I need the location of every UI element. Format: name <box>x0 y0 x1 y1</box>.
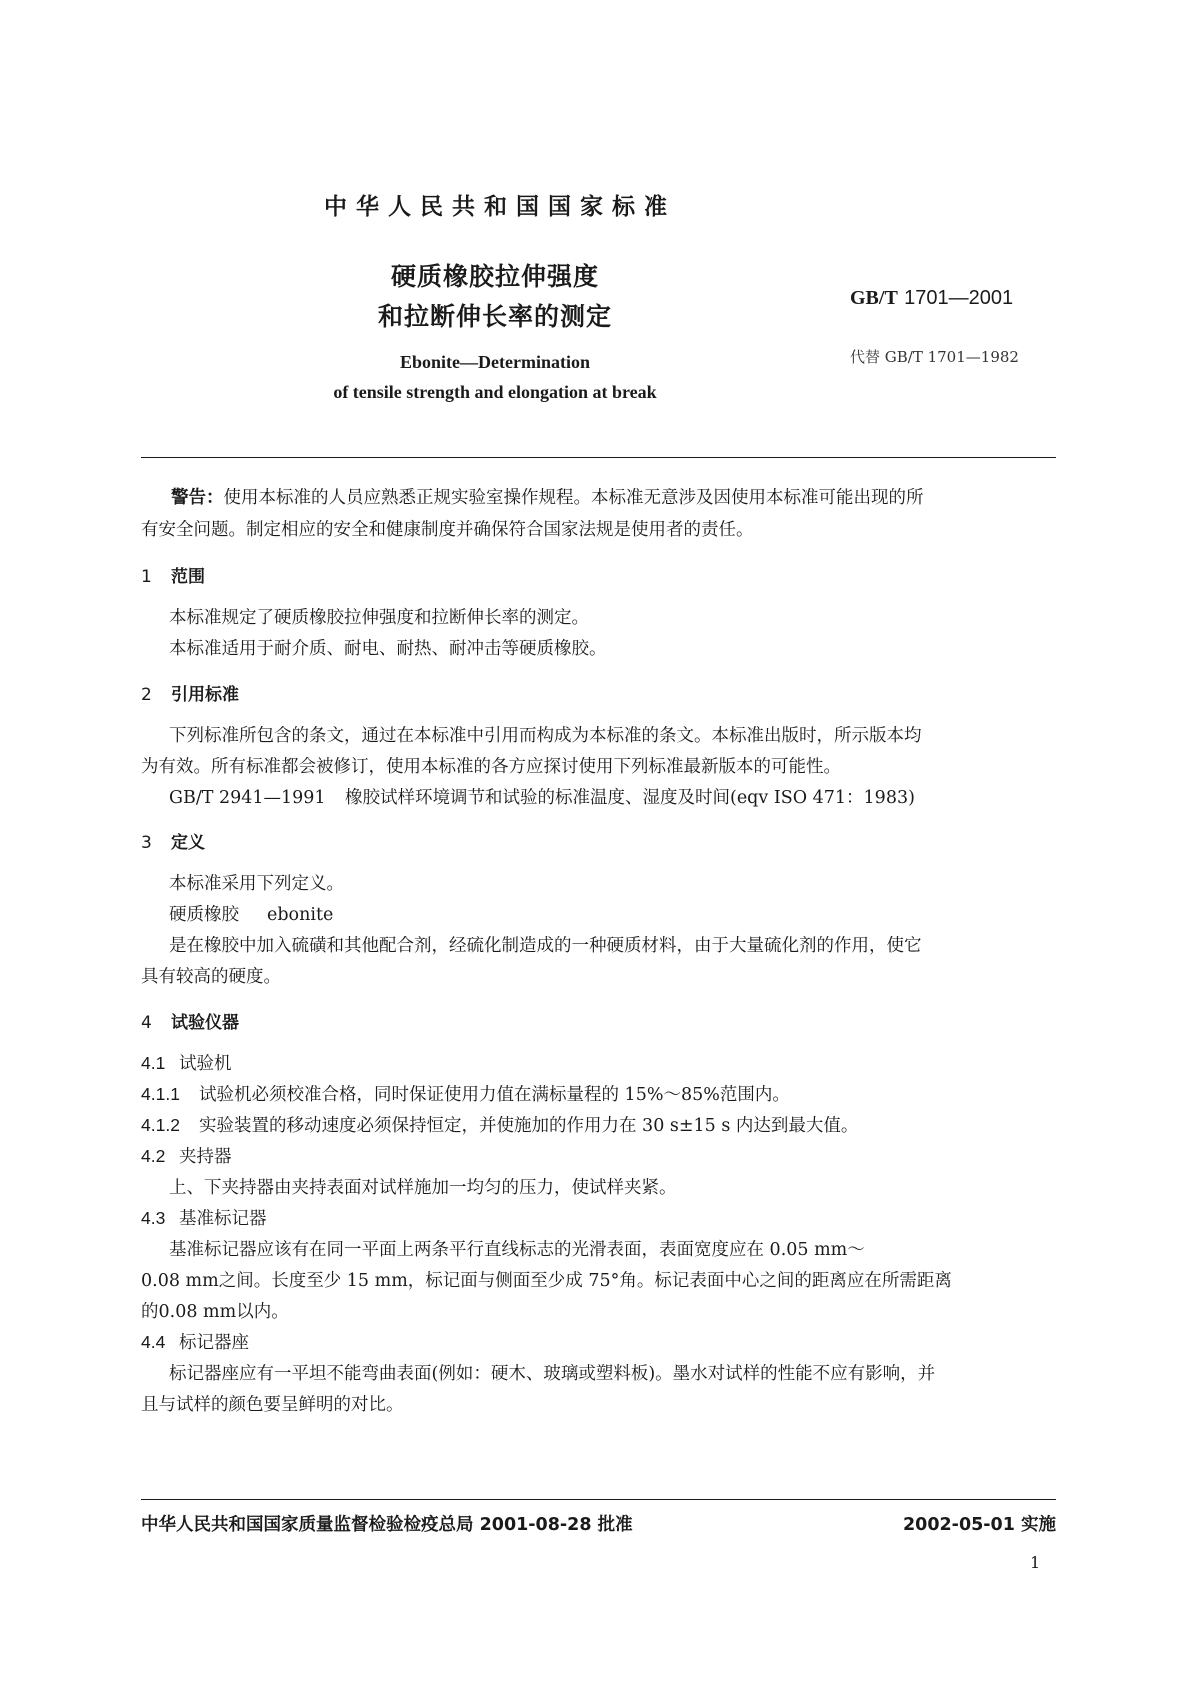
clause-4-4-title: 标记器座 <box>179 1333 249 1353</box>
clause-4-1-2-text: 实验装置的移动速度必须保持恒定，并使施加的作用力在 30 s±15 s 内达到最大值。 <box>199 1116 859 1136</box>
section-1-number: 1 <box>141 567 152 587</box>
clause-4-1 <box>141 1050 232 1075</box>
clause-4-3-number: 4.3 <box>141 1208 166 1228</box>
warning-text-1: 使用本标准的人员应熟悉正规实验室操作规程。本标准无意涉及因使用本标准可能出现的所 <box>223 488 924 508</box>
clause-4-1-1 <box>141 1081 790 1106</box>
section-2-para-line1: 下列标准所包含的条文，通过在本标准中引用而构成为本标准的条文。本标准出版时，所示版本均 <box>169 726 922 746</box>
section-2-heading <box>141 680 239 705</box>
section-3-number: 3 <box>141 833 152 853</box>
clause-4-3-line2: 0.08 mm之间。长度至少 15 mm，标记面与侧面至少成 75°角。标记表面中心之间的距离应在所需距离 <box>141 1271 952 1291</box>
section-2-para-line2: 为有效。所有标准都会被修订，使用本标准的各方应探讨使用下列标准最新版本的可能性。 <box>141 757 841 777</box>
section-1-heading <box>141 562 205 587</box>
header-rule <box>141 457 1056 458</box>
clause-4-1-number: 4.1 <box>141 1053 166 1073</box>
clause-4-1-1-number: 4.1.1 <box>141 1084 180 1104</box>
clause-4-2-number: 4.2 <box>141 1146 166 1166</box>
clause-4-2 <box>141 1143 232 1168</box>
clause-4-3-line1: 基准标记器应该有在同一平面上两条平行直线标志的光滑表面，表面宽度应在 0.05 mm～ <box>169 1240 865 1260</box>
section-4-title: 试验仪器 <box>171 1013 239 1033</box>
clause-4-1-1-text: 试验机必须校准合格，同时保证使用力值在满标量程的 15%～85%范围内。 <box>199 1085 790 1105</box>
section-2-title: 引用标准 <box>171 685 239 705</box>
warning-label: 警告： <box>171 488 224 508</box>
title-cn-line2: 和拉断伸长率的测定 <box>377 302 612 331</box>
clause-4-2-text: 上、下夹持器由夹持表面对试样施加一均匀的压力，使试样夹紧。 <box>169 1178 677 1198</box>
section-4-number: 4 <box>141 1013 152 1033</box>
title-en-line1: Ebonite—Determination <box>400 352 590 372</box>
clause-4-1-title: 试验机 <box>179 1054 232 1074</box>
section-2-reference <box>169 784 915 809</box>
section-1-para-2: 本标准适用于耐介质、耐电、耐热、耐冲击等硬质橡胶。 <box>169 639 607 659</box>
clause-4-4-number: 4.4 <box>141 1332 166 1352</box>
clause-4-4 <box>141 1329 249 1354</box>
title-en-line2: of tensile strength and elongation at break <box>333 382 657 402</box>
section-1-title: 范围 <box>171 567 205 587</box>
page-number: 1 <box>1030 1553 1041 1572</box>
section-3-title: 定义 <box>171 833 205 853</box>
term-english: ebonite <box>267 905 334 925</box>
section-3-term <box>169 901 333 926</box>
title-cn-line1: 硬质橡胶拉伸强度 <box>390 262 599 291</box>
replaces-standard: 代替 GB/T 1701—1982 <box>850 348 1019 366</box>
standard-code: 1701—2001 <box>904 287 1014 309</box>
clause-4-4-line2: 且与试样的颜色要呈鲜明的对比。 <box>141 1395 404 1415</box>
section-3-definition-line1: 是在橡胶中加入硫磺和其他配合剂，经硫化制造成的一种硬质材料，由于大量硫化剂的作用，使它 <box>169 936 922 956</box>
clause-4-2-title: 夹持器 <box>179 1147 232 1167</box>
footer-rule <box>141 1499 1056 1500</box>
term-chinese: 硬质橡胶 <box>169 905 239 925</box>
clause-4-3 <box>141 1205 267 1230</box>
section-2-number: 2 <box>141 685 152 705</box>
reference-title: 橡胶试样环境调节和试验的标准温度、湿度及时间(eqv ISO 471：1983) <box>345 788 915 808</box>
clause-4-3-title: 基准标记器 <box>179 1209 267 1229</box>
reference-code: GB/T 2941—1991 <box>169 788 326 808</box>
section-3-para-1: 本标准采用下列定义。 <box>169 874 344 894</box>
approval-statement: 中华人民共和国国家质量监督检验检疫总局 2001-08-28 批准 <box>141 1515 633 1535</box>
warning-line1 <box>141 484 924 509</box>
clause-4-4-line1: 标记器座应有一平坦不能弯曲表面(例如：硬木、玻璃或塑料板)。墨水对试样的性能不应有影响，并 <box>169 1364 936 1384</box>
warning-line2: 有安全问题。制定相应的安全和健康制度并确保符合国家法规是使用者的责任。 <box>141 520 754 540</box>
section-3-heading <box>141 828 205 853</box>
section-3-definition-line2: 具有较高的硬度。 <box>141 967 281 987</box>
section-4-heading <box>141 1008 239 1033</box>
section-1-para-1: 本标准规定了硬质橡胶拉伸强度和拉断伸长率的测定。 <box>169 608 589 628</box>
clause-4-1-2 <box>141 1112 858 1137</box>
clause-4-1-2-number: 4.1.2 <box>141 1115 180 1135</box>
clause-4-3-line3: 的0.08 mm以内。 <box>141 1302 289 1322</box>
standard-prefix: GB/T <box>850 287 898 309</box>
implementation-date: 2002-05-01 实施 <box>902 1515 1056 1535</box>
national-standard-heading: 中华人民共和国国家标准 <box>324 194 676 220</box>
standard-number <box>850 285 1013 310</box>
